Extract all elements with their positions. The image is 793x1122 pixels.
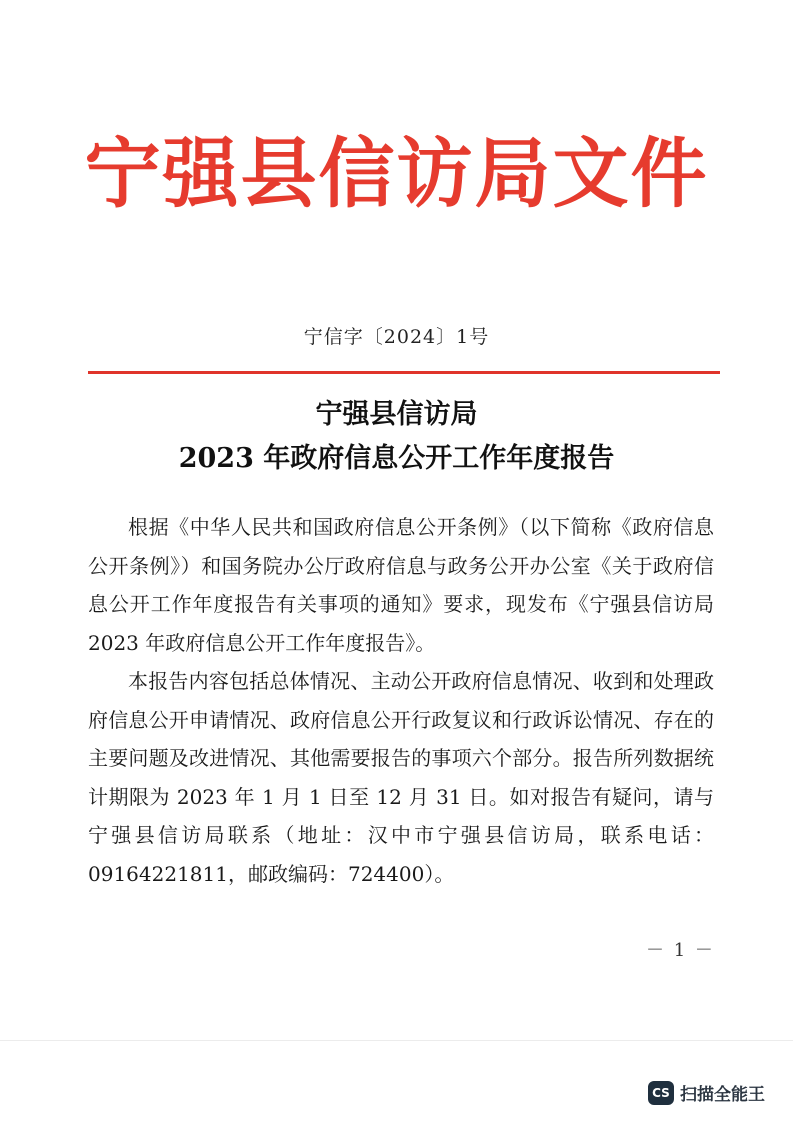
body-paragraph-2: 本报告内容包括总体情况、主动公开政府信息情况、收到和处理政府信息公开申请情况、政府信息公开行政复议和行政诉讼情况、存在的主要问题及改进情况、其他需要报告的事项六个部分。报告所列数据统计期限为 2023 年 1 月 1 日至 12 月 31 日。如对报告有疑问，请与宁强县信访局联系（地址：汉中市宁强县信访局，联系电话：09164221811，邮政编码：724400）。 [88,669,714,886]
report-title-line-2: 2023 年政府信息公开工作年度报告 [178,443,615,474]
camscanner-logo-icon: CS [648,1081,674,1105]
page-number: － 1 － [646,940,715,961]
page-bottom-divider [0,1040,793,1041]
body-paragraph-1: 根据《中华人民共和国政府信息公开条例》（以下简称《政府信息公开条例》）和国务院办公厅政府信息与政务公开办公室《关于政府信息公开工作年度报告有关事项的通知》要求，现发布《宁强县信访局 2023 年政府信息公开工作年度报告》。 [88,515,714,655]
red-divider-line [88,371,720,374]
document-number: 宁信字〔2024〕1号 [303,326,490,348]
watermark-label: 扫描全能王 [680,1085,765,1105]
masthead-title: 宁强县信访局文件 [84,129,709,218]
scanner-watermark [648,1080,765,1105]
report-body [88,508,714,893]
report-title-line-1: 宁强县信访局 [315,399,478,430]
